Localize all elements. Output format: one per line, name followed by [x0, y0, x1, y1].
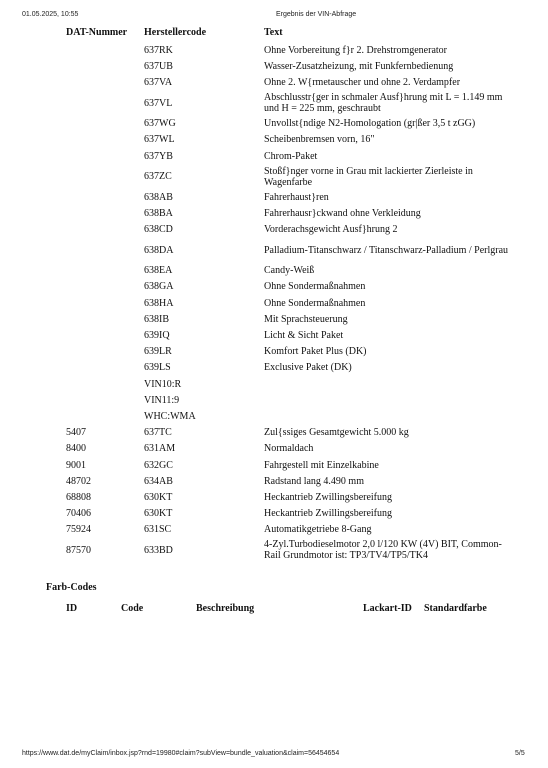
vin-results-table — [60, 27, 518, 563]
cell-herstellercode: 631AM — [144, 443, 176, 455]
table-row — [60, 327, 518, 343]
cell-dat-nummer — [60, 148, 138, 164]
col-header-herstellercode: Herstellercode — [144, 27, 207, 38]
table-row — [60, 222, 518, 238]
print-title: Ergebnis der VIN-Abfrage — [276, 11, 357, 18]
table-row — [60, 164, 518, 189]
table-row — [60, 408, 518, 424]
cell-herstellercode: 637TC — [144, 427, 172, 439]
table-row — [60, 116, 518, 132]
cell-herstellercode: 630KT — [144, 491, 173, 503]
table-header-row — [60, 27, 518, 42]
table-row — [60, 279, 518, 295]
cell-herstellercode: 637WG — [144, 118, 176, 130]
cell-herstellercode: 631SC — [144, 524, 172, 536]
cell-herstellercode: 638DA — [144, 244, 174, 256]
cell-dat-nummer — [60, 132, 138, 148]
cell-text — [258, 376, 518, 392]
cell-text: Automatikgetriebe 8-Gang — [264, 524, 372, 536]
cell-text: Ohne 2. W{rmetauscher und ohne 2. Verdampfer — [264, 76, 461, 88]
cell-dat-nummer — [60, 222, 138, 238]
cell-text — [258, 408, 518, 424]
cell-dat-nummer — [60, 360, 138, 376]
cell-herstellercode: 637UB — [144, 60, 173, 72]
cell-dat-nummer — [60, 408, 138, 424]
cell-herstellercode: 637VL — [144, 97, 173, 109]
cell-herstellercode: 639LS — [144, 362, 171, 374]
cell-herstellercode: 630KT — [144, 508, 173, 520]
cell-dat-nummer — [60, 295, 138, 311]
cell-herstellercode: WHC:WMA — [144, 410, 196, 422]
cell-herstellercode: 638HA — [144, 297, 174, 309]
cell-herstellercode: 637YB — [144, 150, 173, 162]
table-row — [60, 376, 518, 392]
cell-dat-nummer: 9001 — [66, 459, 86, 471]
table-row — [60, 263, 518, 279]
table-row — [60, 311, 518, 327]
table-row — [60, 457, 518, 473]
cell-text: Vorderachsgewicht Ausf}hrung 2 — [264, 224, 398, 236]
cell-text: Scheibenbremsen vorn, 16" — [264, 134, 375, 146]
cell-herstellercode: 634AB — [144, 475, 173, 487]
footer-page-number: 5/5 — [515, 750, 525, 757]
cell-herstellercode: 637ZC — [144, 171, 172, 183]
cell-dat-nummer: 68808 — [66, 491, 91, 503]
cell-herstellercode: VIN11:9 — [144, 394, 180, 406]
cell-text: Palladium-Titanschwarz / Titanschwarz-Palladium / Perlgrau — [264, 244, 509, 256]
cell-dat-nummer — [60, 344, 138, 360]
cell-dat-nummer — [60, 42, 138, 58]
table-row — [60, 42, 518, 58]
cell-text: Abschlusstr{ger in schmaler Ausf}hrung mit L = 1.149 mm und H = 225 mm, geschraubt — [264, 92, 503, 115]
farb-codes-title: Farb-Codes — [46, 582, 97, 593]
cell-herstellercode: 637VA — [144, 76, 173, 88]
table-row — [60, 58, 518, 74]
cell-herstellercode: 637WL — [144, 134, 175, 146]
cell-herstellercode: 639IQ — [144, 330, 170, 342]
cell-dat-nummer — [60, 327, 138, 343]
cell-herstellercode: 638AB — [144, 191, 173, 203]
cell-text: 4-Zyl.Turbodieselmotor 2,0 l/120 KW (4V) BIT, Common-Rail Grundmotor ist: TP3/TV4/TP5/TK4 — [264, 539, 502, 562]
table-row — [60, 148, 518, 164]
cell-herstellercode: 638EA — [144, 265, 173, 277]
cell-text — [258, 392, 518, 408]
cell-text: Exclusive Paket (DK) — [264, 362, 352, 374]
cell-dat-nummer — [60, 189, 138, 205]
cell-dat-nummer: 8400 — [66, 443, 86, 455]
table-row — [60, 522, 518, 538]
cell-dat-nummer — [60, 279, 138, 295]
table-row — [60, 238, 518, 263]
cell-herstellercode: 638CD — [144, 224, 173, 236]
cell-text: Normaldach — [264, 443, 314, 455]
cell-text: Fahrgestell mit Einzelkabine — [264, 459, 379, 471]
cell-dat-nummer: 5407 — [66, 427, 86, 439]
cell-text: Fahrerhaust}ren — [264, 191, 329, 203]
table-row — [60, 473, 518, 489]
farb-col-code: Code — [121, 603, 144, 614]
cell-herstellercode: 638IB — [144, 313, 169, 325]
cell-herstellercode: 639LR — [144, 346, 172, 358]
table-row — [60, 441, 518, 457]
cell-dat-nummer — [60, 392, 138, 408]
cell-herstellercode: 637RK — [144, 44, 173, 56]
cell-dat-nummer — [60, 74, 138, 90]
cell-text: Candy-Weiß — [264, 265, 315, 277]
cell-herstellercode: VIN10:R — [144, 378, 182, 390]
table-row — [60, 74, 518, 90]
cell-text: Komfort Paket Plus (DK) — [264, 346, 367, 358]
cell-dat-nummer — [60, 116, 138, 132]
cell-text: Radstand lang 4.490 mm — [264, 475, 364, 487]
table-row — [60, 392, 518, 408]
table-row — [60, 538, 518, 563]
cell-text: Licht & Sicht Paket — [264, 330, 344, 342]
cell-text: Fahrerhausr}ckwand ohne Verkleidung — [264, 207, 421, 219]
table-row — [60, 91, 518, 116]
cell-dat-nummer — [60, 91, 138, 116]
farb-col-standardfarbe: Standardfarbe — [424, 603, 487, 614]
farb-col-beschreibung: Beschreibung — [196, 603, 255, 614]
table-row — [60, 425, 518, 441]
cell-herstellercode: 638GA — [144, 281, 174, 293]
farb-col-lackart-id: Lackart-ID — [363, 603, 412, 614]
table-row — [60, 360, 518, 376]
cell-dat-nummer — [60, 58, 138, 74]
cell-text: Zul{ssiges Gesamtgewicht 5.000 kg — [264, 427, 409, 439]
table-row — [60, 295, 518, 311]
cell-text: Stoßf}nger vorne in Grau mit lackierter Zierleiste in Wagenfarbe — [264, 165, 473, 188]
cell-text: Ohne Sondermaßnahmen — [264, 297, 366, 309]
cell-text: Wasser-Zusatzheizung, mit Funkfernbedienung — [264, 60, 454, 72]
table-row — [60, 489, 518, 505]
col-header-dat-nummer: DAT-Nummer — [66, 27, 128, 38]
farb-col-id: ID — [66, 603, 78, 614]
cell-text: Ohne Sondermaßnahmen — [264, 281, 366, 293]
cell-herstellercode: 638BA — [144, 207, 173, 219]
cell-text: Mit Sprachsteuerung — [264, 313, 348, 325]
cell-dat-nummer — [60, 164, 138, 189]
cell-text: Heckantrieb Zwillingsbereifung — [264, 508, 393, 520]
cell-dat-nummer — [60, 205, 138, 221]
cell-text: Heckantrieb Zwillingsbereifung — [264, 491, 393, 503]
cell-text: Chrom-Paket — [264, 150, 318, 162]
cell-text: Unvollst{ndige N2-Homologation (gr|ßer 3,5 t zGG) — [264, 118, 476, 130]
table-row — [60, 132, 518, 148]
cell-dat-nummer — [60, 376, 138, 392]
cell-dat-nummer: 87570 — [66, 544, 91, 556]
footer-url: https://www.dat.de/myClaim/inbox.jsp?rnd=19980#claim?subView=bundle_valuation&claim=56454654 — [22, 750, 340, 757]
cell-dat-nummer: 48702 — [66, 475, 91, 487]
cell-herstellercode: 632GC — [144, 459, 173, 471]
cell-dat-nummer: 75924 — [66, 524, 91, 536]
table-row — [60, 506, 518, 522]
table-row — [60, 205, 518, 221]
cell-dat-nummer — [60, 263, 138, 279]
cell-herstellercode: 633BD — [144, 544, 173, 556]
col-header-text: Text — [264, 27, 283, 38]
cell-dat-nummer — [60, 238, 138, 263]
cell-dat-nummer: 70406 — [66, 508, 91, 520]
cell-text: Ohne Vorbereitung f}r 2. Drehstromgenerator — [264, 44, 447, 56]
cell-dat-nummer — [60, 311, 138, 327]
table-row — [60, 344, 518, 360]
table-row — [60, 189, 518, 205]
print-datetime: 01.05.2025, 10:55 — [22, 11, 79, 18]
